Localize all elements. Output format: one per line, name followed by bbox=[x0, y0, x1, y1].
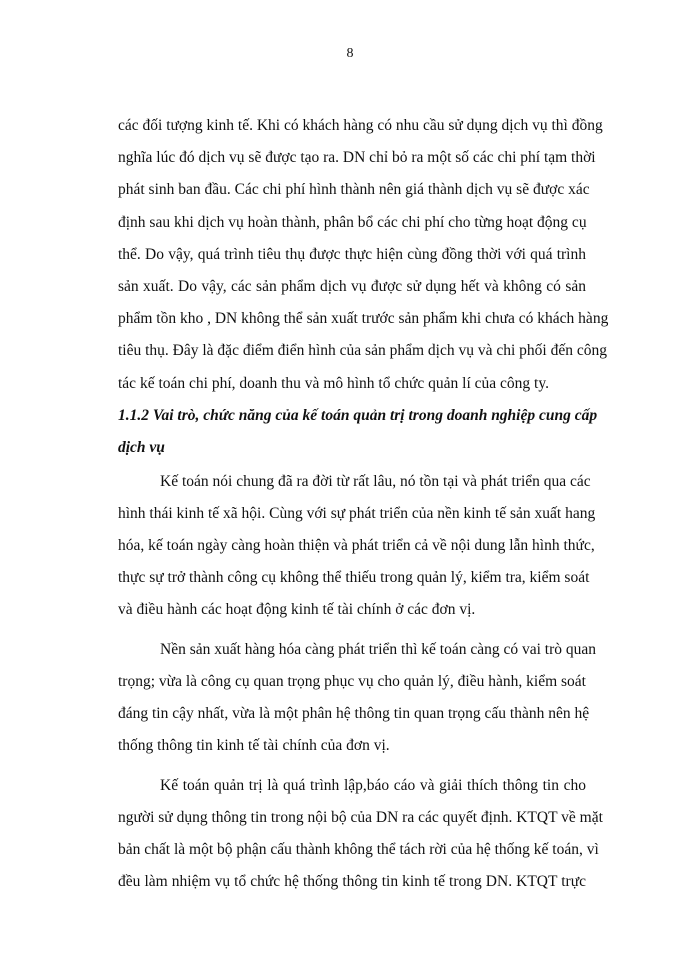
text-line: phát sinh ban đầu. Các chi phí hình thành nên giá thành dịch vụ sẽ được xác bbox=[118, 181, 590, 198]
text-line: hình thái kinh tế xã hội. Cùng với sự phát triển của nền kinh tế sản xuất hang bbox=[118, 505, 596, 522]
text-line: tác kế toán chi phí, doanh thu và mô hình tổ chức quản lí của công ty. bbox=[118, 375, 549, 392]
heading-line: 1.1.2 Vai trò, chức năng của kế toán quản trị trong doanh nghiệp cung cấp bbox=[118, 407, 598, 424]
text-line: hóa, kế toán ngày càng hoàn thiện và phát triển cả về nội dung lẫn hình thức, bbox=[118, 537, 595, 554]
heading-line: dịch vụ bbox=[118, 439, 165, 456]
text-line: trọng; vừa là công cụ quan trọng phục vụ cho quản lý, điều hành, kiểm soát bbox=[118, 673, 586, 690]
text-line: phẩm tồn kho , DN không thể sản xuất trước sản phẩm khi chưa có khách hàng bbox=[118, 310, 609, 327]
text-line: Kế toán quản trị là quá trình lập,báo cáo và giải thích thông tin cho bbox=[160, 777, 586, 794]
text-line: Kế toán nói chung đã ra đời từ rất lâu, nó tồn tại và phát triển qua các bbox=[160, 473, 591, 490]
text-line: người sử dụng thông tin trong nội bộ của DN ra các quyết định. KTQT về mặt bbox=[118, 809, 603, 826]
page-number: 8 bbox=[346, 46, 354, 61]
text-line: Nền sản xuất hàng hóa càng phát triển thì kế toán càng có vai trò quan bbox=[160, 641, 597, 658]
text-line: đều làm nhiệm vụ tổ chức hệ thống thông tin kinh tế trong DN. KTQT trực bbox=[118, 873, 586, 890]
text-line: thể. Do vậy, quá trình tiêu thụ được thực hiện cùng đồng thời với quá trình bbox=[118, 246, 586, 263]
text-line: thực sự trở thành công cụ không thể thiếu trong quản lý, kiểm tra, kiểm soát bbox=[118, 569, 590, 586]
text-line: sản xuất. Do vậy, các sản phẩm dịch vụ được sử dụng hết và không có sản bbox=[118, 278, 586, 295]
text-line: tiêu thụ. Đây là đặc điểm điển hình của sản phẩm dịch vụ và chi phối đến công bbox=[118, 342, 607, 359]
text-line: nghĩa lúc đó dịch vụ sẽ được tạo ra. DN chỉ bỏ ra một số các chi phí tạm thời bbox=[118, 149, 596, 166]
text-line: thống thông tin kinh tế tài chính của đơn vị. bbox=[118, 737, 390, 754]
text-line: và điều hành các hoạt động kinh tế tài chính ở các đơn vị. bbox=[118, 601, 476, 618]
text-line: định sau khi dịch vụ hoàn thành, phân bổ các chi phí cho từng hoạt động cụ bbox=[118, 214, 587, 231]
text-line: đáng tin cậy nhất, vừa là một phân hệ thông tin quan trọng cấu thành nên hệ bbox=[118, 705, 590, 722]
text-line: các đối tượng kinh tế. Khi có khách hàng có nhu cầu sử dụng dịch vụ thì đồng bbox=[118, 117, 603, 134]
text-line: bản chất là một bộ phận cấu thành không thể tách rời của hệ thống kế toán, vì bbox=[118, 841, 599, 858]
